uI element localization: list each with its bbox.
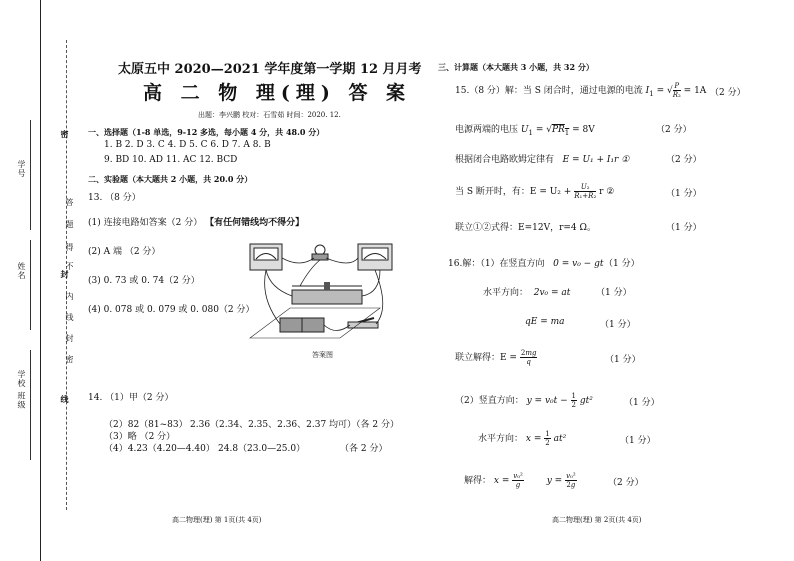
section1-answers-row2: 9. BD 10. AD 11. AC 12. BCD (104, 155, 238, 165)
seal-tag-xian: 线 (60, 395, 70, 404)
exam-subtitle: 高 二 物 理(理) 答 案 (143, 82, 412, 104)
q13-part1 (88, 215, 304, 228)
q13-part1-text: (1) 连接电路如答案（2 分） (88, 218, 203, 228)
seal-word-da: 答 (65, 198, 74, 207)
section2-heading: 二、实验题（本大题共 2 小题，共 20.0 分） (88, 174, 253, 184)
q15-line4-text: 当 S 断开时，有：E = U₂ + (455, 187, 572, 197)
q16-line6 (478, 430, 566, 447)
school-class-label: 学校 班级 (17, 370, 26, 410)
q15-line2-text: 电源两端的电压 (455, 125, 519, 135)
q16-line2-eq: 2v₀ = at (533, 288, 571, 298)
q14-part4a: （4）4.23（4.20—4.40） (104, 444, 215, 454)
q16-line3-eq: qE = ma (525, 317, 565, 327)
q16-line1-score: （1 分） (604, 259, 640, 269)
q16-line1-eq: 0 = v₀ − gt (553, 259, 604, 269)
page2-footer: 高二物理(理) 第 2页(共 4页) (552, 516, 642, 524)
fraction-one-half-2: $\frac{1}{2}$ (545, 430, 550, 447)
q16-line5-text: （2）竖直方向： (455, 396, 524, 406)
q14-part4b: 24.8（23.0—25.0） (218, 444, 306, 454)
q15-line3-text: 根据闭合电路欧姆定律有 (455, 155, 555, 165)
section1-heading: 一、选择题（1-8 单选，9-12 多选，每小题 4 分，共 48.0 分） (88, 127, 325, 137)
q16-line4 (455, 349, 537, 366)
seal-word-xian: 线 (65, 313, 74, 322)
student-id-blank (30, 120, 31, 230)
q16-line4-score: （1 分） (605, 355, 641, 365)
seal-word-bu: 不 (65, 262, 74, 271)
q15-line2-score: （2 分） (656, 125, 692, 135)
q13-part2: (2) A 端 （2 分） (88, 247, 161, 257)
q15-line1-eq: = 1A (683, 86, 707, 96)
q15-line4-score: （1 分） (666, 189, 702, 199)
exam-title: 太原五中 2020—2021 学年度第一学期 12 月月考 (118, 62, 422, 77)
fraction-p-over-r2: $\frac{P}{\text{R₂}}$ (672, 82, 681, 99)
q16-line1-text: 16.解：（1）在竖直方向 (448, 259, 545, 269)
name-blank (30, 240, 31, 330)
q15-line4 (455, 183, 614, 200)
q16-line3 (525, 317, 565, 327)
exam-meta: 出题：李兴鹏 校对：石雪茹 时间：2020. 12. (198, 111, 341, 119)
q16-line6-tail: at² (553, 434, 567, 444)
q16-line6-score: （1 分） (620, 436, 656, 446)
q15-line3 (455, 152, 629, 165)
q13-part1-note: 【有任何错线均不得分】 (205, 218, 305, 228)
q13-part4: (4) 0. 078 或 0. 079 或 0. 080（2 分） (88, 305, 255, 315)
section1-answers-row1: 1. B 2. D 3. C 4. D 5. C 6. D 7. A 8. B (104, 140, 271, 150)
q14-part2b: 2.36（2.34、2.35、2.36、2.37 均可）（各 2 分） (190, 420, 400, 430)
seal-word-de: 得 (65, 243, 74, 252)
q16-line2-score: （1 分） (596, 288, 632, 298)
q16-line4-text: 联立解得：E = (455, 353, 517, 363)
sidebar-border-line (40, 0, 41, 561)
q15-line1-score: （2 分） (710, 88, 746, 98)
q16-line5-score: （1 分） (624, 398, 660, 408)
q15-line1-text: 15.（8 分）解：当 S 闭合时，通过电源的电流 (455, 86, 643, 96)
q15-line4-tail: r ② (599, 187, 615, 197)
q15-line5: 联立①②式得：E=12V，r=4 Ω。 (455, 223, 596, 233)
q14-part1: 14. （1）甲（2 分） (88, 393, 174, 403)
q16-line2 (483, 285, 570, 298)
seal-tag-mi: 密 (60, 130, 70, 139)
q13-part3: (3) 0. 73 或 0. 74（2 分） (88, 276, 200, 286)
seal-word-ti: 题 (65, 220, 74, 229)
q14-part4c: （各 2 分） (340, 444, 388, 454)
seal-word-mi: 密 (65, 355, 74, 364)
figure-caption: 答案图 (312, 351, 333, 359)
q16-line5-eq: y = v₀t − (526, 396, 568, 406)
q15-line2: 电源两端的电压 $U_1 = √PR_1 = 8V$ (455, 125, 595, 137)
fraction-2mg-over-q: $\frac{2mg}{q}$ (520, 349, 537, 366)
q15-line5-score: （1 分） (666, 223, 702, 233)
q16-line7-text: 解得： (464, 476, 492, 486)
seal-word-nei: 内 (65, 292, 74, 301)
section3-heading: 三、计算题（本大题共 3 小题，共 32 分） (438, 62, 594, 72)
school-class-blank (30, 350, 31, 460)
q16-line1 (448, 256, 603, 269)
q16-line5 (455, 392, 593, 409)
circuit-answer-figure (240, 238, 410, 348)
page1-footer: 高二物理(理) 第 1页(共 4页) (172, 516, 262, 524)
q16-line7: 解得： x = $\frac{\text{v₀²}}{g}$ y = $\frac{\text{v₀²}}{2g}$ (464, 472, 576, 489)
q15-line1: 15.（8 分）解：当 S 闭合时，通过电源的电流 $I_1$ = √ $\frac{P}{\text{R₂}}$ = 1A (455, 82, 707, 99)
q16-line5-tail: gt² (579, 396, 593, 406)
q16-line6-eq: x = (525, 434, 542, 444)
fraction-v0sq-over-2g: $\frac{\text{v₀²}}{2g}$ (566, 472, 576, 489)
q13-heading: 13. （8 分） (88, 193, 141, 203)
fraction-one-half: $\frac{1}{2}$ (571, 392, 577, 409)
q15-line3-eq: E = U₁ + I₁r ① (562, 155, 630, 165)
q14-part2a: （2）82（81~83） (104, 420, 188, 430)
student-id-label: 学号 (17, 160, 26, 178)
fraction-u2-over-r1r2: $\frac{\text{U₂}}{\text{R₁+R₂}}$ (574, 183, 597, 200)
name-label: 姓名 (17, 262, 26, 280)
seal-word-feng: 封 (65, 334, 74, 343)
q15-line3-score: （2 分） (666, 155, 702, 165)
rheostat-icon (292, 290, 362, 304)
fraction-v0sq-over-g: $\frac{\text{v₀²}}{g}$ (513, 472, 523, 489)
q14-part3: （3）略 （2 分） (104, 432, 176, 442)
q16-line7-score: （2 分） (608, 478, 644, 488)
q16-line2-text: 水平方向： (483, 288, 529, 298)
q16-line3-score: （1 分） (600, 320, 636, 330)
seal-tag-feng: 封 (60, 270, 70, 279)
q16-line6-text: 水平方向： (478, 434, 524, 444)
q15-line2-eq: = 8V (572, 125, 595, 135)
